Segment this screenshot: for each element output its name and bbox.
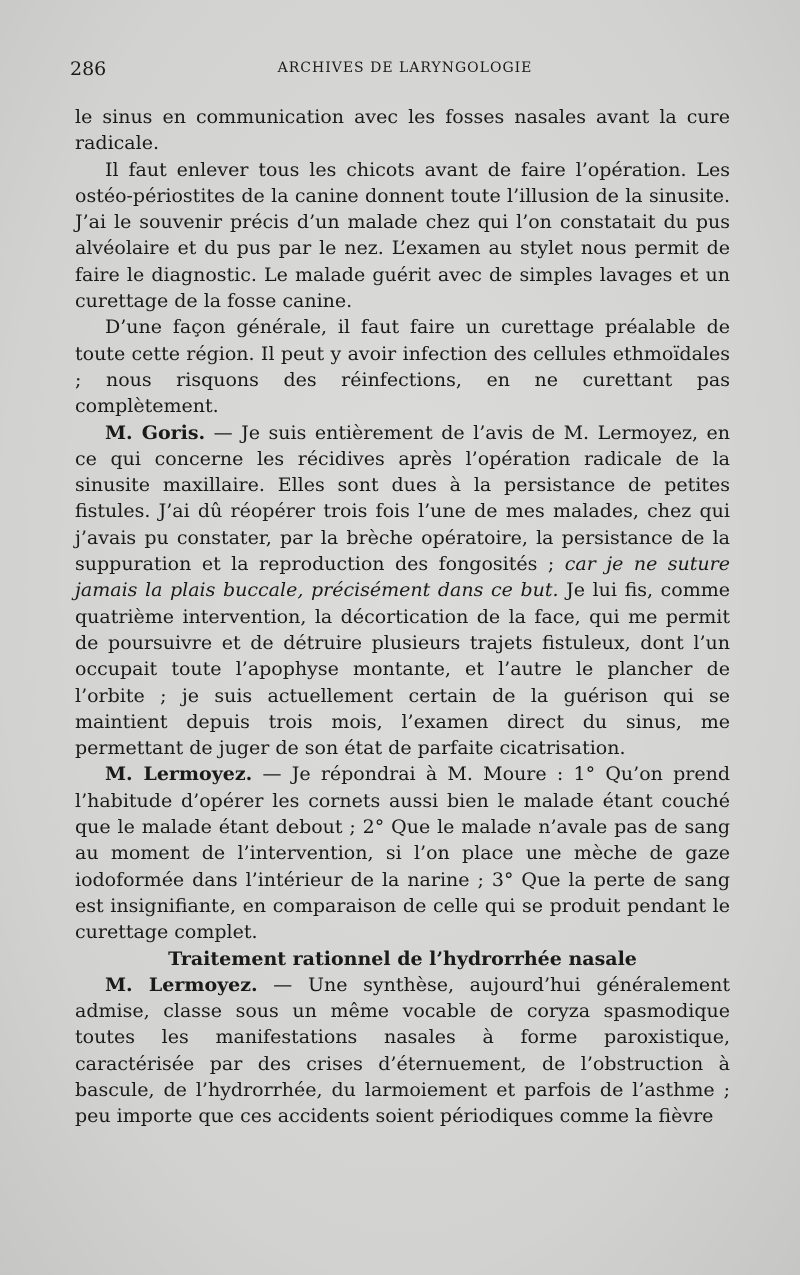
- paragraph-lermoyez-hydrorrhee: [75, 972, 730, 1130]
- speaker-lermoyez-2: M. Lermoyez.: [105, 973, 258, 996]
- lermoyez-hydrorrhee-text: — Une synthèse, aujourd’hui généralement admise, classe sous un même vocable de coryza spasmodique toutes les manifestations nasales à forme paroxistique, caractérisée par des crises d’éternuement, de l’obstruction à bascule, de l’hydrorrhée, du larmoiement et parfois de l’asthme ; peu importe que ces accidents soient périodiques comme la fièvre: [75, 973, 731, 1128]
- paragraph-chicots: Il faut enlever tous les chicots avant de faire l’opération. Les ostéo-périostites de la canine donnent toute l’illusion de la sinusite. J’ai le souvenir précis d’un malade chez qui l’on constatait du pus alvéolaire et du pus par le nez. L’examen au stylet nous permit de faire le diagnostic. Le malade guérit avec de simples lavages et un curettage de la fosse canine.: [75, 158, 730, 313]
- page-number: 286: [70, 58, 107, 80]
- speaker-goris: M. Goris.: [105, 421, 206, 444]
- goris-text-a: — Je suis entièrement de l’avis de M. Lermoyez, en ce qui concerne les récidives après l’opération radicale de la sinusite maxillaire. Elles sont dues à la persistance de petites fistules. J’ai dû réopérer trois fois l’une de mes malades, chez qui j’avais pu constater, par la brèche opératoire, la persistance de la suppuration et la reproduction des fongosités ;: [75, 421, 730, 576]
- page-header: [70, 58, 740, 86]
- goris-text-italic: car je ne suture jamais la plais buccale, précisément dans ce but.: [75, 553, 730, 602]
- page-body: [75, 104, 730, 1130]
- section-title: Traitement rationnel de l’hydrorrhée nasale: [168, 947, 637, 970]
- paragraph-continuation: le sinus en communication avec les fosses nasales avant la cure radicale.: [75, 106, 730, 155]
- paragraph-goris: [75, 420, 730, 762]
- running-title: ARCHIVES DE LARYNGOLOGIE: [277, 60, 533, 76]
- paragraph-lermoyez-reply: [75, 761, 730, 945]
- speaker-lermoyez: M. Lermoyez.: [105, 763, 253, 786]
- lermoyez-reply-text: — Je répondrai à M. Moure : 1° Qu’on prend l’habitude d’opérer les cornets aussi bien le malade étant couché que le malade étant debout ; 2° Que le malade n’avale pas de sang au moment de l’intervention, si l’on place une mèche de gaze iodoformée dans l’intérieur de la narine ; 3° Que la perte de sang est insignifiante, en comparaison de celle qui se produit pendant le curettage complet.: [75, 763, 730, 944]
- paragraph-curettage: D’une façon générale, il faut faire un curettage préalable de toute cette région. Il peut y avoir infection des cellules ethmoïdales ; nous risquons des réinfections, en ne curettant pas complètement.: [75, 316, 730, 418]
- goris-text-b: Je lui fis, comme quatrième intervention, la décortication de la face, qui me permit de poursuivre et de détruire plusieurs trajets fistuleux, dont l’un occupait toute l’apophyse montante, et l’autre le plancher de l’orbite ; je suis actuellement certain de la guérison qui se maintient depuis trois mois, l’examen direct du sinus, me permettant de juger de son état de parfaite cicatrisation.: [75, 579, 730, 760]
